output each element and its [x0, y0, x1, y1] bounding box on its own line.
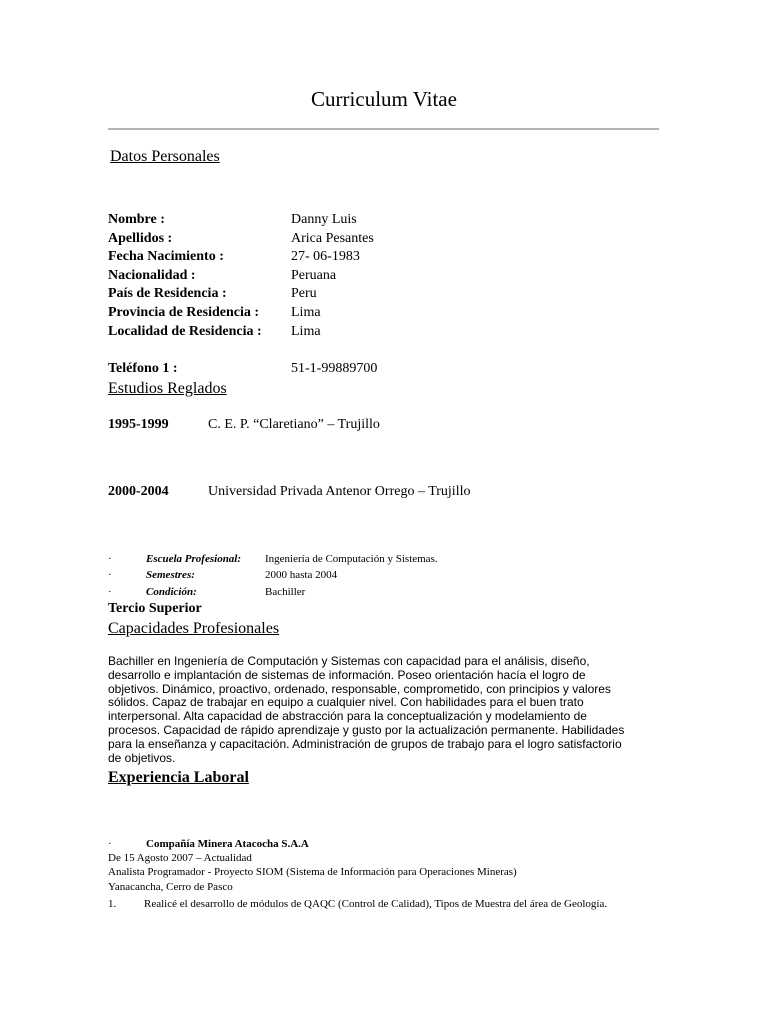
value-escuela-profesional: Ingeniería de Computación y Sistemas. — [265, 553, 438, 565]
section-heading-experiencia: Experiencia Laboral — [108, 769, 249, 786]
job-role: Analista Programador - Proyecto SIOM (Sistema de Información para Operaciones Mineras) — [108, 866, 517, 878]
job-period: De 15 Agosto 2007 – Actualidad — [108, 852, 252, 864]
value-apellidos: Arica Pesantes — [291, 231, 374, 246]
value-localidad-residencia: Lima — [291, 324, 321, 339]
value-telefono: 51-1-99889700 — [291, 361, 378, 376]
value-semestres: 2000 hasta 2004 — [265, 569, 338, 581]
section-heading-datos-personales: Datos Personales — [110, 148, 220, 165]
label-condicion: Condición: — [146, 586, 197, 598]
label-localidad-residencia: Localidad de Residencia : — [108, 324, 262, 339]
achievement-text: Realicé el desarrollo de módulos de QAQC (Control de Calidad), Tipos de Muestra del área de Geología. — [144, 898, 608, 910]
value-nombre: Danny Luis — [291, 212, 357, 227]
label-semestres: Semestres: — [146, 569, 195, 581]
value-provincia-residencia: Lima — [291, 305, 321, 320]
label-telefono: Teléfono 1 : — [108, 361, 178, 376]
value-nacionalidad: Peruana — [291, 268, 337, 283]
title-divider — [108, 128, 659, 130]
study-school-2: Universidad Privada Antenor Orrego – Trujillo — [208, 484, 471, 499]
value-pais-residencia: Peru — [291, 286, 317, 301]
section-heading-estudios: Estudios Reglados — [108, 380, 227, 397]
label-nombre: Nombre : — [108, 212, 165, 227]
label-nacionalidad: Nacionalidad : — [108, 268, 196, 283]
value-fecha-nacimiento: 27- 06-1983 — [291, 249, 360, 264]
study-years-2: 2000-2004 — [108, 484, 169, 499]
label-provincia-residencia: Provincia de Residencia : — [108, 305, 260, 320]
tercio-superior-note: Tercio Superior — [108, 601, 202, 616]
job-location: Yanacancha, Cerro de Pasco — [108, 881, 233, 893]
achievement-item — [108, 897, 643, 912]
company-name: Compañía Minera Atacocha S.A.A — [146, 838, 309, 850]
capacidades-paragraph: Bachiller en Ingeniería de Computación y Sistemas con capacidad para el análisis, diseño, desarrollo e implantación de sistemas de información. Poseo orientación hacía el logro de objetivos. Dinámico, proactivo, ordenado, responsable, comprometido, con principios y valores sólidos. Capaz de trabajar en equipo a cualquier nivel. Con habilidades para el buen trato interpersonal. Alta capacidad de abstracción para la conceptualización y modelamiento de procesos. Capacidad de rápido aprendizaje y gusto por la actualización permanente. Habilidades para la enseñanza y capacitación. Administración de grupos de trabajo para el logro satisfactorio de objetivos. — [108, 654, 625, 765]
label-escuela-profesional: Escuela Profesional: — [146, 553, 242, 565]
achievement-number: 1. — [108, 898, 117, 910]
label-fecha-nacimiento: Fecha Nacimiento : — [108, 249, 224, 264]
section-heading-capacidades: Capacidades Profesionales — [108, 620, 280, 637]
bullet-icon: · — [108, 569, 112, 581]
bullet-icon: · — [108, 838, 112, 850]
document-title: Curriculum Vitae — [311, 87, 457, 111]
bullet-icon: · — [108, 586, 112, 598]
value-condicion: Bachiller — [265, 586, 306, 598]
study-years-1: 1995-1999 — [108, 417, 169, 432]
label-pais-residencia: País de Residencia : — [108, 286, 227, 301]
label-apellidos: Apellidos : — [108, 231, 173, 246]
bullet-icon: · — [108, 553, 112, 565]
study-school-1: C. E. P. “Claretiano” – Trujillo — [208, 417, 380, 432]
